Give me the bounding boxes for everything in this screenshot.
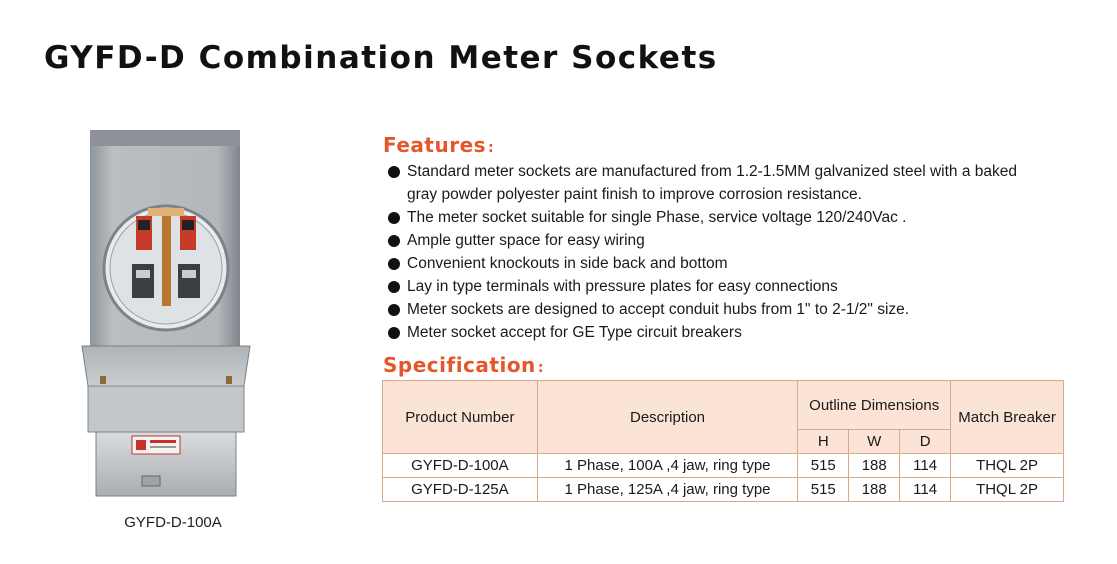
list-item: Meter socket accept for GE Type circuit breakers	[387, 321, 1087, 344]
cell-h: 515	[798, 478, 849, 502]
bullet-icon	[388, 212, 400, 224]
cell-description: 1 Phase, 100A ,4 jaw, ring type	[537, 454, 798, 478]
cell-breaker: THQL 2P	[951, 454, 1064, 478]
cell-w: 188	[849, 478, 900, 502]
meter-socket-image	[78, 128, 254, 504]
cell-d: 114	[900, 454, 951, 478]
header-d: D	[900, 430, 951, 454]
table-row	[383, 478, 1064, 502]
header-w: W	[849, 430, 900, 454]
header-description: Description	[537, 381, 798, 454]
image-caption: GYFD-D-100A	[124, 514, 222, 531]
bullet-icon	[388, 304, 400, 316]
specification-table	[382, 380, 1064, 502]
specification-heading: Specification :	[383, 353, 544, 377]
list-item-continuation: gray powder polyester paint finish to improve corrosion resistance.	[407, 186, 862, 203]
list-item: The meter socket suitable for single Phase, service voltage 120/240Vac .	[387, 206, 1087, 229]
bullet-icon	[388, 281, 400, 293]
cell-description: 1 Phase, 125A ,4 jaw, ring type	[537, 478, 798, 502]
bullet-icon	[388, 166, 400, 178]
cell-h: 515	[798, 454, 849, 478]
header-h: H	[798, 430, 849, 454]
cell-breaker: THQL 2P	[951, 478, 1064, 502]
cell-w: 188	[849, 454, 900, 478]
table-row	[383, 454, 1064, 478]
bullet-icon	[388, 235, 400, 247]
list-item: Convenient knockouts in side back and bottom	[387, 252, 1087, 275]
list-item: Ample gutter space for easy wiring	[387, 229, 1087, 252]
list-item: Standard meter sockets are manufactured from 1.2-1.5MM galvanized steel with a baked	[387, 160, 1087, 183]
cell-product: GYFD-D-125A	[383, 478, 538, 502]
header-product-number: Product Number	[383, 381, 538, 454]
cell-d: 114	[900, 478, 951, 502]
list-item: Lay in type terminals with pressure plates for easy connections	[387, 275, 1087, 298]
page-title: GYFD-D Combination Meter Sockets	[44, 40, 718, 76]
bullet-icon	[388, 327, 400, 339]
header-outline-dimensions: Outline Dimensions	[798, 381, 951, 430]
bullet-icon	[388, 258, 400, 270]
list-item: Meter sockets are designed to accept conduit hubs from 1" to 2-1/2" size.	[387, 298, 1087, 321]
header-match-breaker: Match Breaker	[951, 381, 1064, 454]
features-list	[387, 160, 1087, 344]
cell-product: GYFD-D-100A	[383, 454, 538, 478]
features-heading: Features :	[383, 133, 495, 157]
